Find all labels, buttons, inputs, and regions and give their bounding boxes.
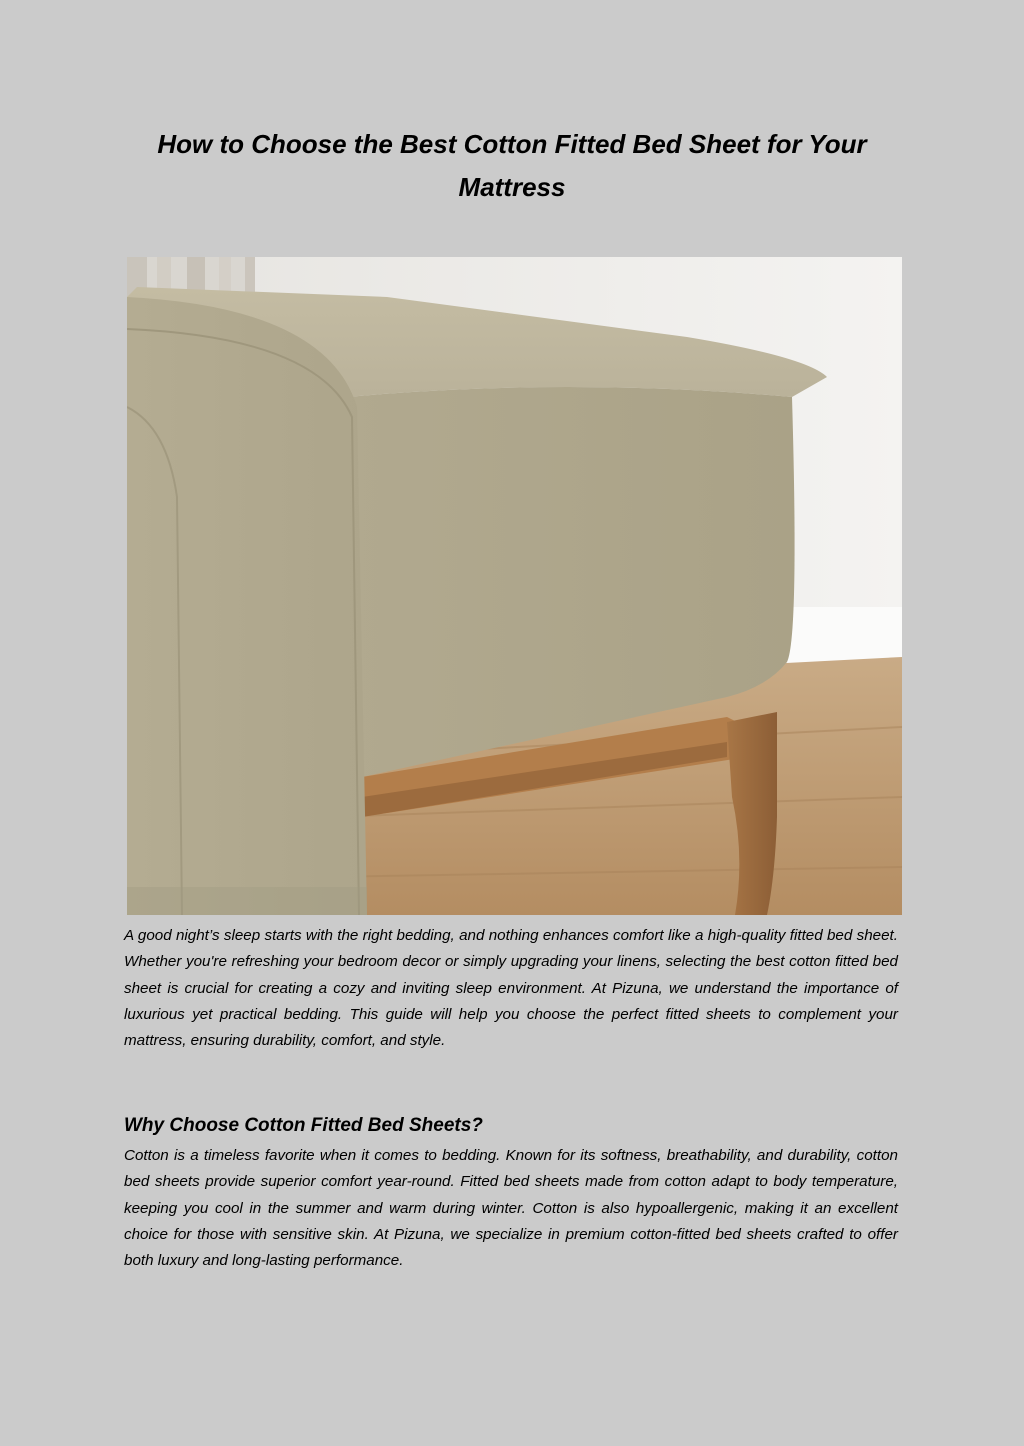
intro-paragraph: A good night’s sleep starts with the right bedding, and nothing enhances comfort like a high-quality fitted bed sheet. Whether you're refreshing your bedroom decor or simply upgrading your linens, selecting the best cotton fitted bed sheet is crucial for creating a cozy and inviting sleep environment. At Pizuna, we understand the importance of luxurious yet practical bedding. This guide will help you choose the perfect fitted sheets to complement your mattress, ensuring durability, comfort, and style. bbox=[124, 927, 898, 1050]
hero-image-bed-sheet bbox=[127, 257, 902, 915]
section-heading: Why Choose Cotton Fitted Bed Sheets? bbox=[124, 1115, 483, 1136]
document-title: How to Choose the Best Cotton Fitted Bed Sheet for Your Mattress bbox=[157, 129, 867, 202]
section-paragraph: Cotton is a timeless favorite when it comes to bedding. Known for its softness, breathability, and durability, cotton bed sheets provide superior comfort year-round. Fitted bed sheets made from cotton adapt to body temperature, keeping you cool in the summer and warm during winter. Cotton is also hypoallergenic, making it an excellent choice for those with sensitive skin. At Pizuna, we specialize in premium cotton-fitted bed sheets crafted to offer both luxury and long-lasting performance. bbox=[124, 1147, 898, 1270]
